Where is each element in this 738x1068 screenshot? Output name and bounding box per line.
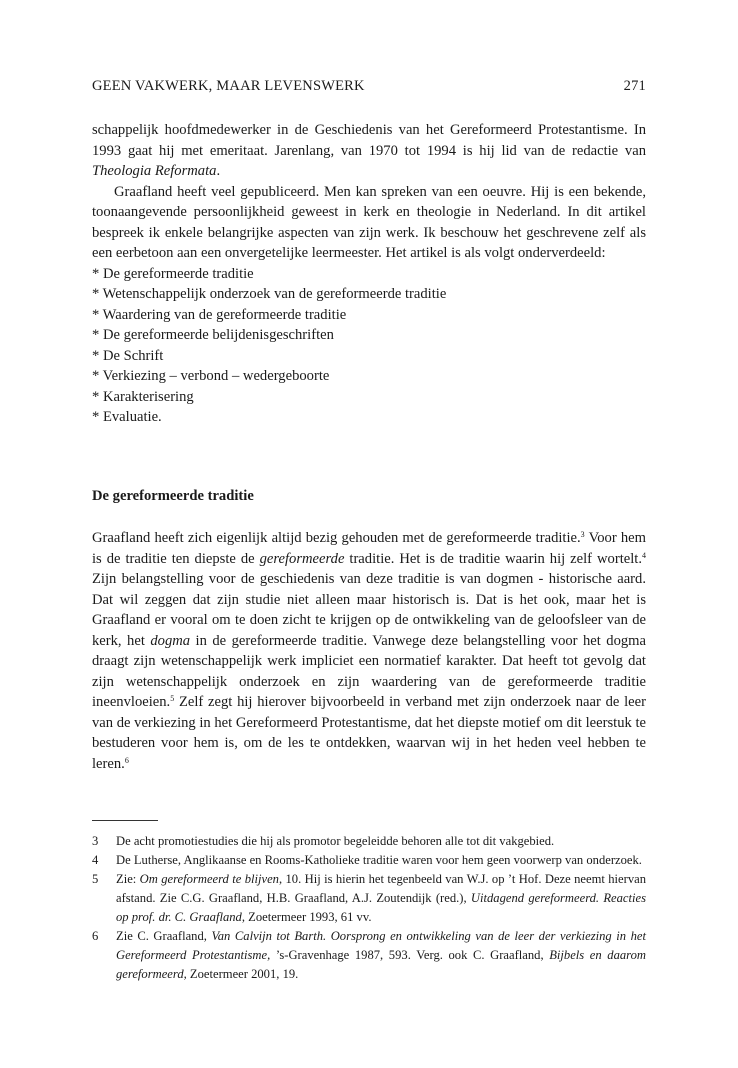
- footnote: [92, 851, 646, 870]
- sentence: traditie. Het is de traditie waarin hij zelf wortelt.: [344, 550, 642, 567]
- book-title: Uitdagend gereformeerd. Reacties op prof. dr. C. Graafland: [116, 891, 647, 924]
- intro-p1-end: .: [216, 163, 221, 179]
- footnote-divider: [92, 820, 158, 821]
- sentence: Zijn belangstelling voor de geschiedenis van deze traditie is van dogmen - historische aard. Dat wil zeggen dat zijn studie niet alleen maar historisch is. Dat is het ook, maar het is Graafland er vooral om te doen zicht te krijgen op de ontwikkeling van de geloofsleer van de kerk, het: [92, 571, 646, 649]
- text: Zie:: [116, 872, 140, 886]
- sentence: Graafland heeft zich eigenlijk altijd bezig gehouden met de gereformeerde traditie.: [92, 530, 581, 546]
- footnote-ref: 3: [580, 530, 585, 539]
- footnote-text: De acht promotiestudies die hij als promotor begeleidde behoren alle tot dit vakgebied.: [116, 834, 555, 848]
- footnote-number: 6: [92, 929, 99, 943]
- text: , 10. Hij is hierin het tegenbeeld van W.J. op ’t Hof. Deze neemt hiervan afstand. Zie C.G. Graafland, H.B. Graafland, A.J. Zoutendijk (red.),: [116, 872, 647, 905]
- footnote-number: 3: [92, 834, 99, 848]
- emphasis: gereformeerde: [259, 550, 345, 567]
- book-title: Bijbels en daarom gereformeerd,: [116, 948, 646, 981]
- text: Zie C. Graafland,: [116, 929, 212, 943]
- article-outline: [92, 264, 646, 428]
- page-number: 271: [623, 78, 646, 94]
- sentence: in de gereformeerde traditie. Vanwege deze belangstelling voor het dogma draagt zijn wetenschappelijk werk impliciet een normatief karakter. Dat heeft tot gevolg dat zijn wetenschappelijk onderzoek en zijn waardering van de gereformeerde traditie ineenvloeien.: [92, 632, 646, 710]
- outline-item: * De gereformeerde traditie: [92, 265, 254, 282]
- footnotes: [92, 832, 646, 984]
- journal-title: Theologia Reformata: [92, 163, 217, 179]
- intro-text: [92, 120, 646, 428]
- outline-item: * Waardering van de gereformeerde traditie: [92, 306, 347, 323]
- intro-p1-text: schappelijk hoofdmedewerker in de Geschiedenis van het Gereformeerd Protestantisme. In 1993 gaat hij met emeritaat. Jarenlang, van 1970 tot 1994 is hij lid van de redactie van: [92, 122, 646, 159]
- outline-item: * Wetenschappelijk onderzoek van de gereformeerde traditie: [92, 286, 447, 302]
- section-heading: De gereformeerde traditie: [92, 488, 254, 504]
- section-body: [92, 528, 646, 774]
- running-header: [92, 78, 646, 95]
- emphasis: dogma: [150, 632, 191, 649]
- footnote: [92, 832, 646, 851]
- outline-item: * Evaluatie.: [92, 409, 162, 425]
- outline-item: * Karakterisering: [92, 388, 194, 405]
- text: Zoetermeer 2001, 19.: [186, 967, 299, 981]
- text: ’s-Gravenhage 1987, 593. Verg. ook C. Graafland,: [270, 948, 550, 962]
- footnote-number: 5: [92, 872, 99, 886]
- footnote-text: [116, 927, 646, 984]
- book-title: Om gereformeerd te blijven: [139, 872, 279, 886]
- outline-item: * De gereformeerde belijdenisgeschriften: [92, 327, 334, 343]
- footnote-text: [116, 870, 646, 927]
- footnote-text: De Lutherse, Anglikaanse en Rooms-Katholieke traditie waren voor hem geen voorwerp van onderzoek.: [116, 853, 642, 867]
- intro-paragraph-1: [92, 120, 646, 182]
- intro-paragraph-2: Graafland heeft veel gepubliceerd. Men kan spreken van een oeuvre. Hij is een bekende, toonaangevende persoonlijkheid geweest in kerk en theologie in Nederland. In dit artikel bespreek ik enkele belangrijke aspecten van zijn werk. Ik beschouw het geschrevene zelf als een eerbetoon aan een onvergetelijke leermeester. Het artikel is als volgt onderverdeeld:: [92, 183, 646, 261]
- footnote-ref: 5: [170, 694, 175, 703]
- footnote: [92, 927, 646, 984]
- footnote-number: 4: [92, 853, 99, 867]
- running-title: GEEN VAKWERK, MAAR LEVENSWERK: [92, 78, 365, 94]
- section-paragraph: [92, 528, 646, 774]
- text: , Zoetermeer 1993, 61 vv.: [241, 910, 372, 924]
- sentence: Voor hem is de traditie ten diepste de: [92, 530, 646, 567]
- footnote: [92, 870, 646, 927]
- book-title: Van Calvijn tot Barth. Oorsprong en ontwikkeling van de leer der verkiezing in het Gereformeerd Protestantisme,: [116, 929, 646, 962]
- footnote-ref: 6: [124, 755, 129, 765]
- outline-item: * De Schrift: [92, 347, 164, 364]
- footnote-ref: 4: [642, 550, 646, 560]
- outline-item: * Verkiezing – verbond – wedergeboorte: [92, 368, 330, 384]
- sentence: Zelf zegt hij hierover bijvoorbeeld in verband met zijn onderzoek naar de leer van de verkiezing in het Gereformeerd Protestantisme, dat het diepste motief om dit leerstuk te bestuderen voor hem is, om de les te ontdekken, waarvan wij in het heden veel hebben te leren.: [92, 694, 646, 772]
